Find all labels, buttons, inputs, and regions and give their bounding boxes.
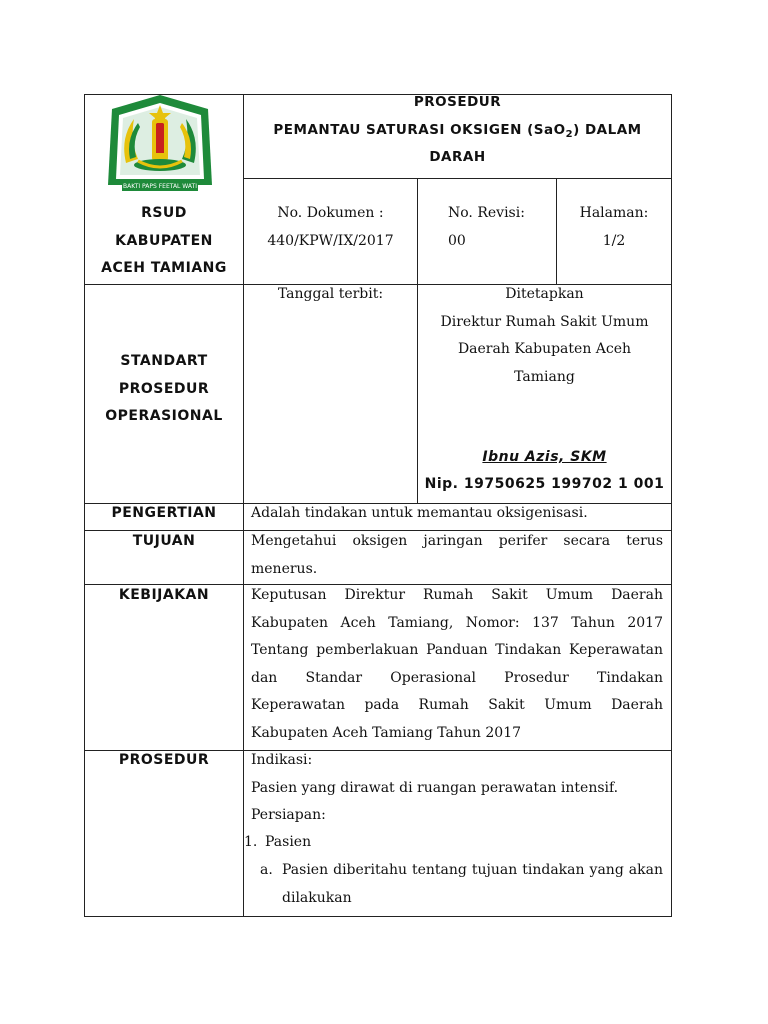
document-number-value: 440/KPW/IX/2017 — [267, 232, 394, 249]
page-label: Halaman: — [579, 205, 649, 221]
list-item-number: 1. — [244, 834, 258, 850]
title-line-3: DARAH — [429, 149, 486, 165]
sub-item-text: Pasien diberitahu tentang tujuan tindakan yang akan dilakukan — [282, 862, 663, 906]
sop-label-line-1: STANDART — [120, 353, 208, 369]
kebijakan-label: KEBIJAKAN — [118, 587, 210, 603]
institution-line-1: RSUD — [141, 205, 187, 221]
document-number-label: No. Dokumen : — [277, 205, 384, 221]
indikasi-text: Pasien yang dirawat di ruangan perawatan intensif. — [251, 780, 619, 796]
kebijakan-text: Keputusan Direktur Rumah Sakit Umum Daerah Kabupaten Aceh Tamiang, Nomor: 137 Tahun 2017 Tentang pemberlakuan Panduan Tindakan Keperawatan dan Standar Operasional Prosedur Tindakan Keperawatan pada Rumah Sakit Umum Daerah Kabupaten Aceh Tamiang Tahun 2017 — [251, 587, 663, 741]
svg-text:BAKTI PAPS FEETAL WATI: BAKTI PAPS FEETAL WATI — [123, 183, 197, 190]
tujuan-text: Mengetahui oksigen jaringan perifer secara terus menerus. — [251, 533, 663, 577]
institution-name — [85, 200, 243, 283]
page-value: 1/2 — [602, 232, 626, 249]
revision-value: 00 — [448, 232, 466, 249]
indikasi-label: Indikasi: — [251, 752, 313, 768]
sop-label-line-3: OPERASIONAL — [105, 408, 223, 424]
pengertian-text: Adalah tindakan untuk memantau oksigenisasi. — [251, 505, 588, 521]
document-title — [244, 89, 671, 172]
signer-name: Ibnu Azis, SKM — [482, 449, 607, 465]
page-number — [557, 200, 671, 255]
table-border-bottom — [84, 916, 672, 917]
institution-line-2: KABUPATEN — [115, 232, 213, 249]
title-line-2-post: ) DALAM — [573, 121, 642, 138]
row-divider-title — [243, 178, 672, 179]
title-line-2 — [244, 117, 671, 145]
institution-line-3: ACEH TAMIANG — [101, 260, 227, 276]
issued-date-label: Tanggal terbit: — [277, 286, 384, 302]
persiapan-label: Persiapan: — [251, 807, 326, 823]
list-item-pasien: Pasien — [265, 834, 312, 850]
revision-number — [448, 200, 556, 255]
signer-nip: Nip. 19750625 199702 1 001 — [424, 476, 665, 492]
pengertian-label: PENGERTIAN — [111, 505, 217, 521]
sub-item-letter: a. — [260, 862, 273, 878]
document-number — [244, 200, 417, 255]
approval-line-2: Direktur Rumah Sakit Umum — [440, 313, 649, 330]
sop-label — [85, 348, 243, 431]
prosedur-label: PROSEDUR — [118, 752, 210, 768]
tujuan-label: TUJUAN — [132, 533, 196, 549]
kabupaten-logo — [104, 93, 216, 195]
title-line-2-pre: PEMANTAU SATURASI OKSIGEN (SaO — [273, 121, 566, 138]
title-line-1: PROSEDUR — [413, 94, 502, 110]
approval-line-1: Ditetapkan — [505, 286, 584, 302]
approval-block — [418, 281, 671, 391]
revision-label: No. Revisi: — [448, 205, 525, 221]
title-subscript: 2 — [565, 128, 574, 140]
table-border-right — [671, 94, 672, 917]
approval-line-3: Daerah Kabupaten Aceh — [457, 341, 632, 357]
approval-line-4: Tamiang — [514, 368, 575, 385]
sop-label-line-2: PROSEDUR — [118, 380, 210, 397]
